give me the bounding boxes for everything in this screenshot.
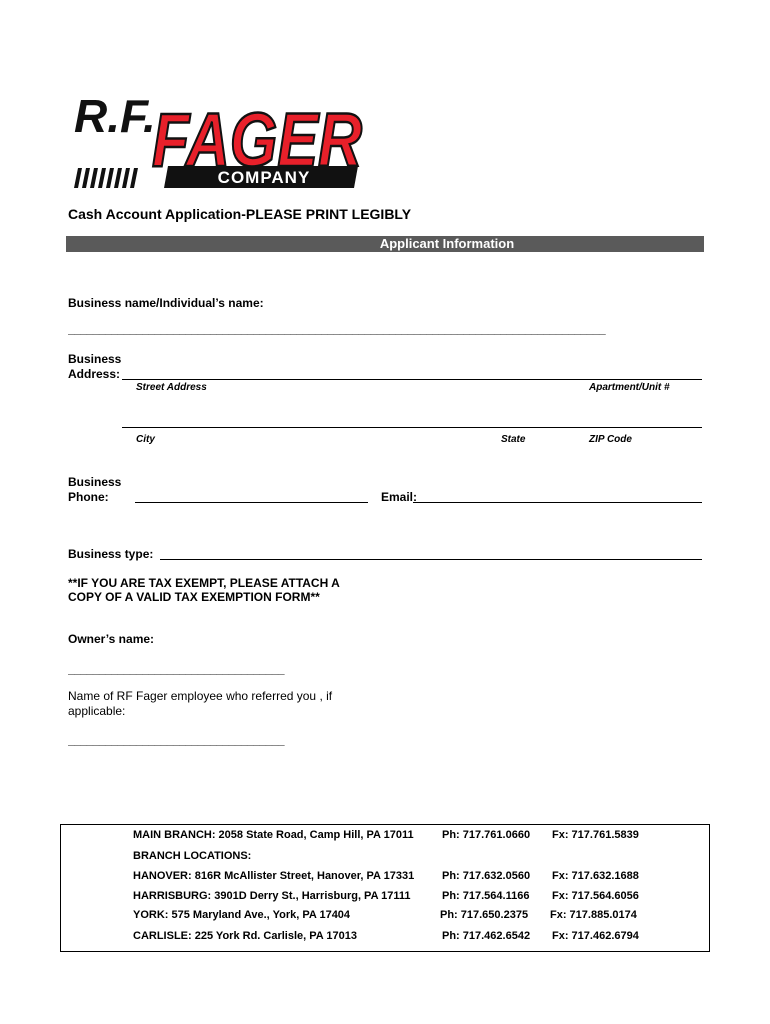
- logo-company-text: COMPANY: [217, 168, 311, 187]
- footer-phone-harrisburg: Ph: 717.564.1166: [442, 890, 530, 902]
- business-address-label-1: Business: [68, 352, 122, 366]
- logo-fager-text: FAGER: [152, 98, 363, 183]
- referral-label-1: Name of RF Fager employee who referred you , if: [68, 689, 333, 703]
- footer-row-carlisle: CARLISLE: 225 York Rd. Carlisle, PA 17013: [133, 930, 357, 942]
- footer-fax-carlisle: Fx: 717.462.6794: [552, 930, 639, 942]
- footer-row-main-branch: MAIN BRANCH: 2058 State Road, Camp Hill, PA 17011: [133, 829, 414, 841]
- street-address-caption: Street Address: [136, 382, 207, 393]
- footer-row-york: YORK: 575 Maryland Ave., York, PA 17404: [133, 909, 351, 921]
- state-caption: State: [501, 434, 526, 445]
- owners-name-label: Owner’s name:: [68, 632, 155, 646]
- city-caption: City: [136, 434, 155, 445]
- footer-row-hanover: HANOVER: 816R McAllister Street, Hanover, PA 17331: [133, 870, 415, 882]
- footer-phone-main-branch: Ph: 717.761.0660: [442, 829, 531, 841]
- referral-label-2: applicable:: [68, 704, 126, 718]
- footer-phone-york: Ph: 717.650.2375: [440, 909, 529, 921]
- business-name-label: Business name/Individual’s name:: [68, 296, 264, 310]
- footer-fax-harrisburg: Fx: 717.564.6056: [552, 890, 639, 902]
- referral-name-field[interactable]: ___________________________________: [68, 733, 285, 747]
- business-phone-field[interactable]: [135, 502, 368, 503]
- business-type-label: Business type:: [68, 547, 154, 561]
- footer-row-harrisburg: HARRISBURG: 3901D Derry St., Harrisburg, PA 17111: [133, 890, 411, 902]
- business-phone-label-2: Phone:: [68, 490, 109, 504]
- section-header-applicant-information: [66, 236, 704, 252]
- city-state-zip-field[interactable]: [122, 427, 702, 428]
- tax-exempt-notice-line-1: **IF YOU ARE TAX EXEMPT, PLEASE ATTACH A: [68, 576, 340, 590]
- apartment-unit-caption: Apartment/Unit #: [589, 382, 670, 393]
- footer-phone-hanover: Ph: 717.632.0560: [442, 870, 531, 882]
- branch-locations-box: [60, 824, 710, 952]
- business-phone-label-1: Business: [68, 475, 122, 489]
- logo-stripes-icon: [74, 168, 138, 188]
- rf-fager-company-logo: [68, 70, 368, 192]
- email-label: Email:: [381, 490, 418, 504]
- business-address-label-2: Address:: [68, 367, 121, 381]
- footer-row-branch-locations: BRANCH LOCATIONS:: [133, 850, 252, 862]
- business-type-field[interactable]: [160, 559, 702, 560]
- footer-fax-main-branch: Fx: 717.761.5839: [552, 829, 639, 841]
- street-address-field[interactable]: [122, 379, 702, 380]
- owners-name-field[interactable]: ___________________________________: [68, 662, 285, 676]
- section-title: Applicant Information: [379, 236, 515, 251]
- logo-rf-text: R.F.: [74, 90, 156, 142]
- footer-fax-york: Fx: 717.885.0174: [550, 909, 637, 921]
- zip-code-caption: ZIP Code: [589, 434, 632, 445]
- footer-phone-carlisle: Ph: 717.462.6542: [442, 930, 531, 942]
- business-name-field[interactable]: _______________________________________________________________________________________: [68, 322, 606, 336]
- footer-fax-hanover: Fx: 717.632.1688: [552, 870, 639, 882]
- tax-exempt-notice-line-2: COPY OF A VALID TAX EXEMPTION FORM**: [68, 590, 320, 604]
- form-title: Cash Account Application-PLEASE PRINT LEGIBLY: [68, 206, 412, 222]
- email-field[interactable]: [413, 502, 702, 503]
